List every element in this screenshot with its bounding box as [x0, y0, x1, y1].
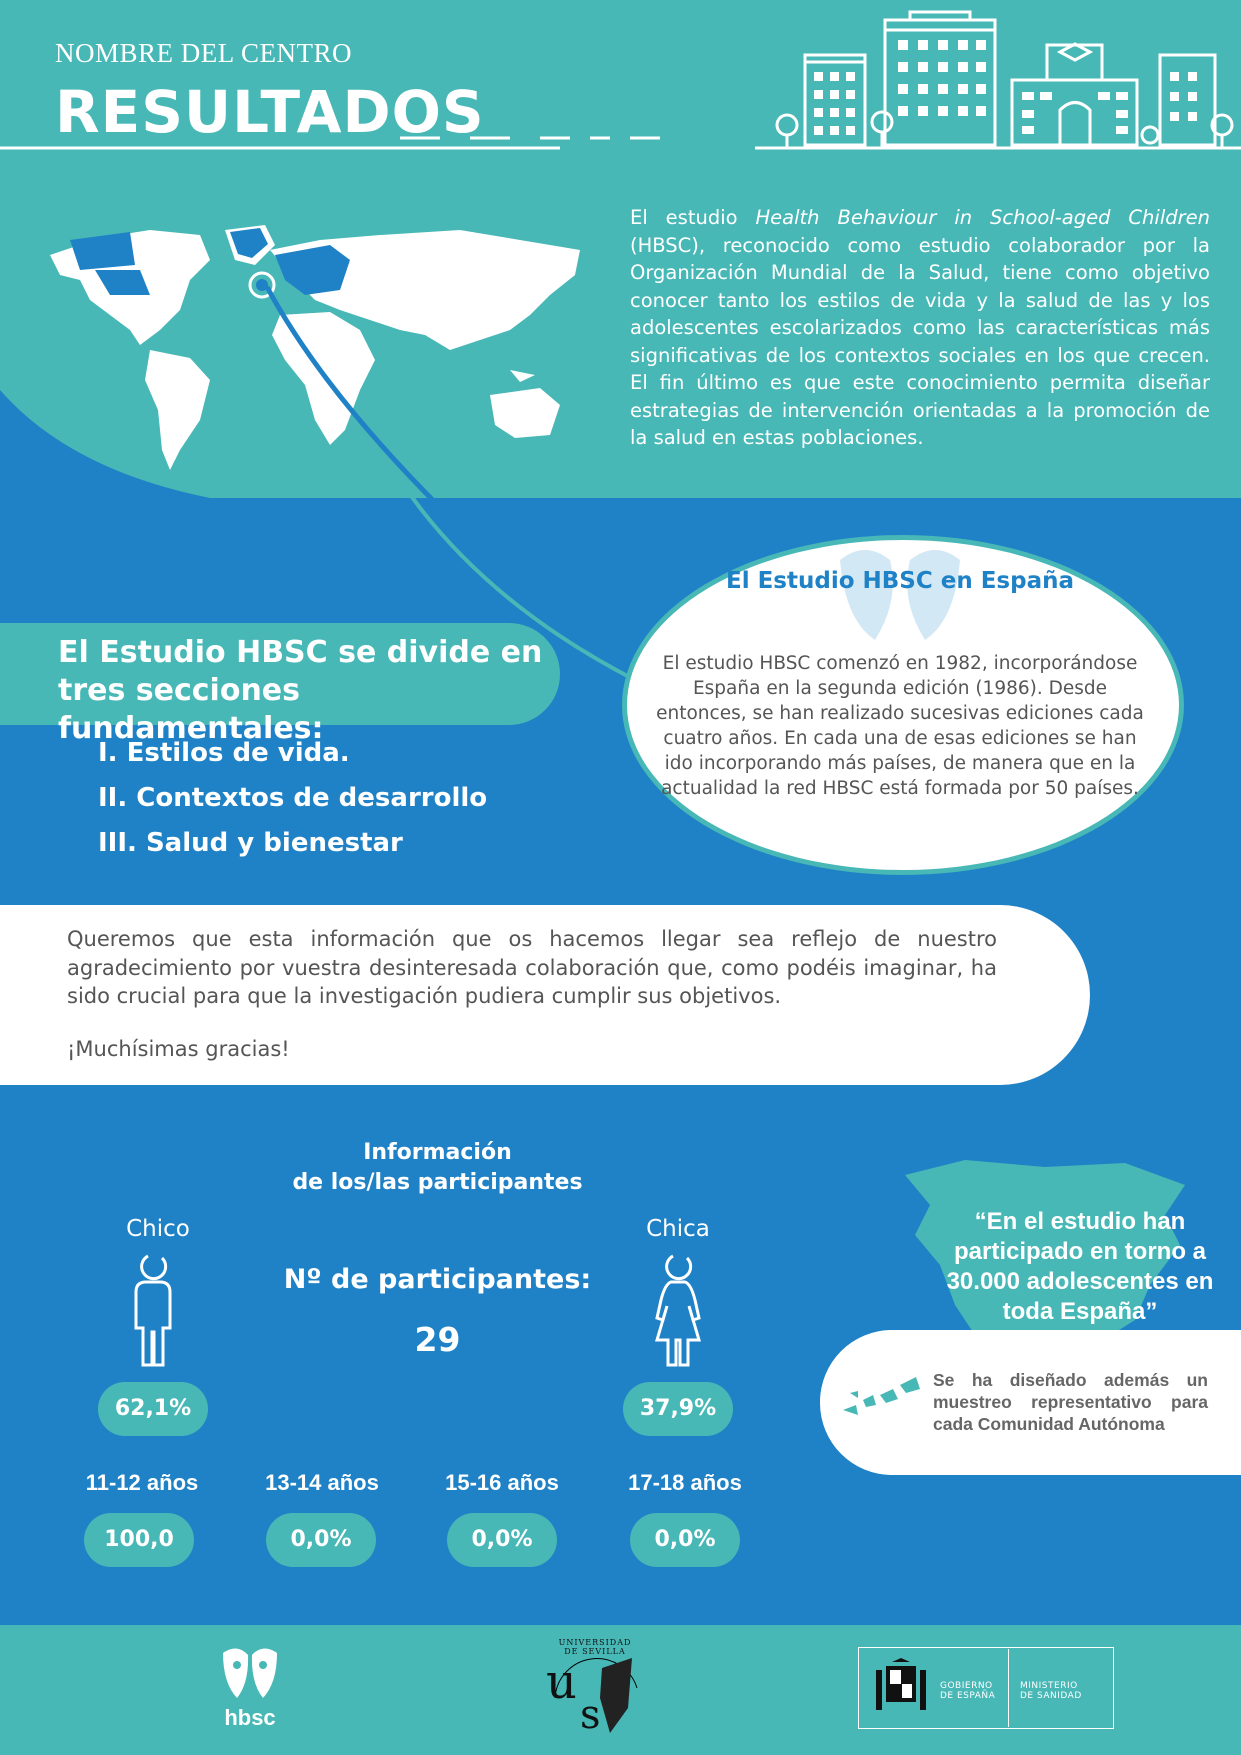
- age-value-badge: 0,0%: [630, 1513, 740, 1567]
- participants-count-value: 29: [414, 1320, 461, 1359]
- spain-coat-of-arms-icon: [872, 1658, 930, 1720]
- government-divider: [1008, 1649, 1009, 1727]
- hbsc-logo-text: hbsc: [224, 1705, 276, 1730]
- thanks-paragraph: Queremos que esta información que os hacemos llegar sea reflejo de nuestro agradecimiento por vuestra desinteresada colaboración que, como podéis imaginar, ha sido crucial para que la investigación pudiera cumplir sus objetivos.: [67, 927, 997, 1008]
- spain-section-text: El estudio HBSC comenzó en 1982, incorporándose España en la segunda edición (1986). Desde entonces, se han realizado sucesivas ediciones cada cuatro años. En cada una de esas ediciones se han ido incorporando más países, de manera que en la actualidad la red HBSC está formada por 50 países.: [656, 653, 1144, 799]
- age-label: 13-14 años: [265, 1470, 379, 1495]
- spain-section-title: El Estudio HBSC en España: [725, 568, 1075, 594]
- participation-quote: “En el estudio han participado en torno a 30.000 adolescentes en toda España”: [946, 1208, 1214, 1325]
- thanks-closing: ¡Muchísimas gracias!: [67, 1037, 290, 1061]
- intro-paragraph: El estudio Health Behaviour in School-aged Children (HBSC), reconocido como estudio colaborador por la Organización Mundial de la Salud, tiene como objetivo conocer tanto los estilos de vida y la salud de las y los adolescentes escolarizados como las características más significativas de los contextos sociales en los que crecen. El fin último es que este conocimiento permita diseñar estrategias de intervención orientadas a la promoción de la salud en estas poblaciones.: [630, 206, 1210, 449]
- section-item: I. Estilos de vida.: [98, 738, 350, 768]
- hbsc-logo: [215, 1643, 285, 1733]
- age-value-badge: 0,0%: [266, 1513, 376, 1567]
- age-value-badge: 0,0%: [447, 1513, 557, 1567]
- government-label: GOBIERNO DE ESPAÑA: [940, 1681, 996, 1701]
- ministry-label: MINISTERIO DE SANIDAD: [1020, 1681, 1082, 1701]
- center-name: NOMBRE DEL CENTRO: [55, 38, 352, 68]
- hbsc-logo-icon: [215, 1643, 285, 1703]
- hbsc-watermark-icon: [820, 540, 980, 655]
- age-value-badge: 100,0: [84, 1513, 194, 1567]
- study-name: Health Behaviour in School-aged Children: [755, 206, 1210, 229]
- page-title: RESULTADOS: [55, 78, 485, 146]
- participants-count-label: Nº de participantes:: [283, 1264, 592, 1295]
- svg-text:u: u: [546, 1654, 577, 1710]
- sections-title: El Estudio HBSC se divide en tres secciones fundamentales:: [58, 635, 543, 746]
- university-seal: [540, 1638, 650, 1743]
- male-label: Chico: [126, 1216, 190, 1242]
- world-map-illustration: [40, 220, 600, 480]
- university-name: UNIVERSIDAD DE SEVILLA: [558, 1638, 632, 1656]
- canary-islands-illustration: [838, 1365, 928, 1425]
- age-label: 11-12 años: [85, 1470, 199, 1495]
- male-percent-badge: 62,1%: [98, 1382, 208, 1436]
- female-percent-badge: 37,9%: [623, 1382, 733, 1436]
- section-item: II. Contextos de desarrollo: [98, 783, 488, 813]
- community-note: Se ha diseñado además un muestreo representativo para cada Comunidad Autónoma: [933, 1370, 1208, 1434]
- participants-title: Información de los/las participantes: [292, 1140, 583, 1195]
- male-figure-icon: [118, 1250, 188, 1370]
- female-label: Chica: [646, 1216, 710, 1242]
- age-label: 15-16 años: [445, 1470, 559, 1495]
- age-label: 17-18 años: [628, 1470, 742, 1495]
- city-skyline-illustration: [0, 0, 1241, 175]
- svg-text:s: s: [580, 1692, 601, 1738]
- female-figure-icon: [643, 1250, 713, 1370]
- section-item: III. Salud y bienestar: [98, 828, 403, 858]
